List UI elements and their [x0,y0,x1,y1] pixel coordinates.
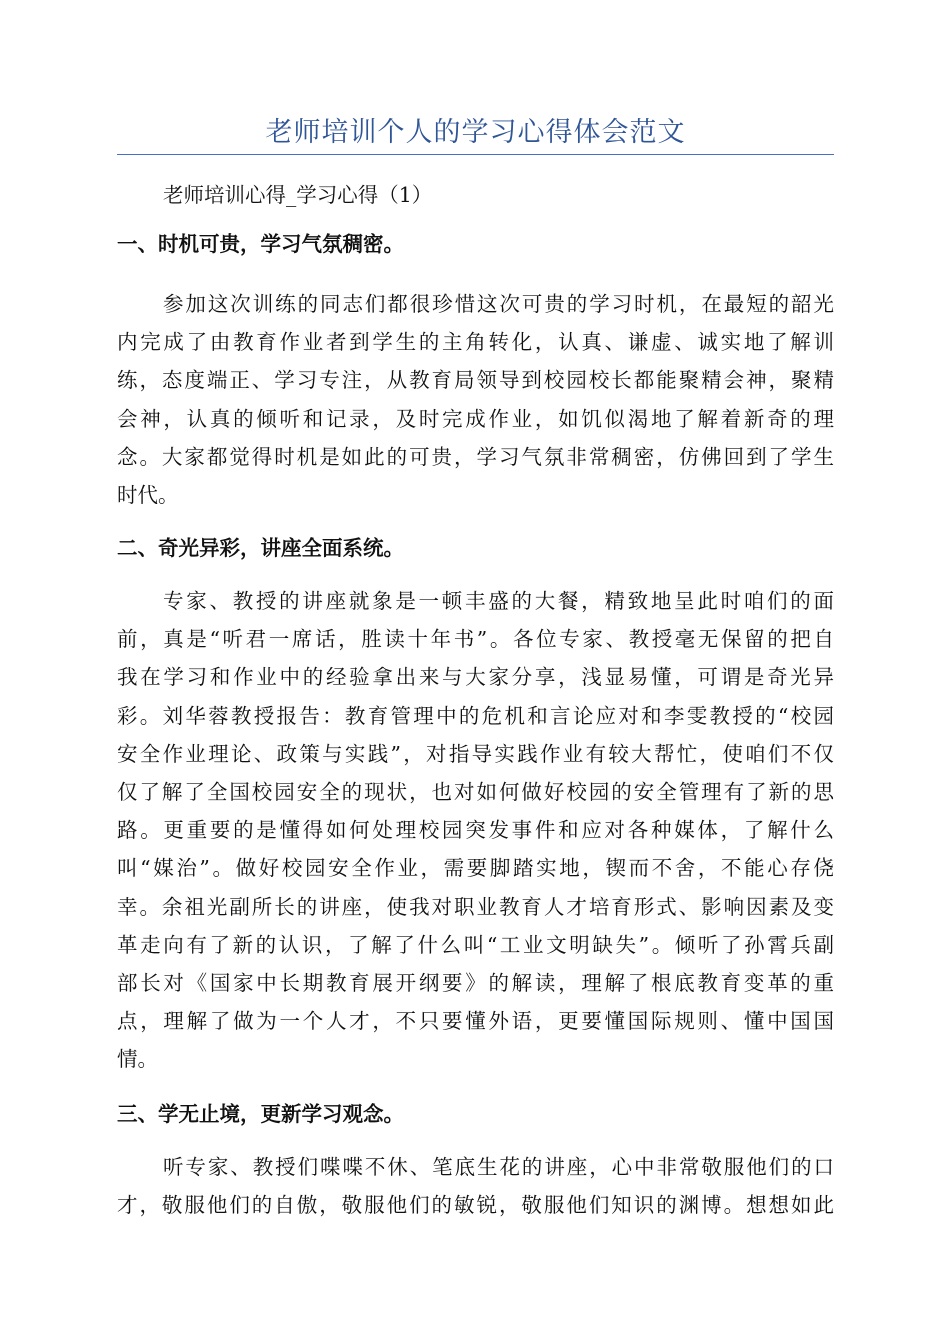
section-heading-2: 二、奇光异彩，讲座全面系统。 [117,536,404,560]
paragraph-line: 我在学习和作业中的经验拿出来与大家分享，浅显易懂，可谓是奇光异 [117,665,834,690]
paragraph-line: 情。 [117,1047,158,1072]
section-paragraph-1 [117,285,834,514]
paragraph-line: 时代。 [117,482,179,507]
paragraph-line: 前，真是“听君一席话，胜读十年书”。各位专家、教授毫无保留的把自 [117,627,834,652]
paragraph-line: 革走向有了新的认识，了解了什么叫“工业文明缺失”。倾听了孙霄兵副 [117,932,834,957]
paragraph-line: 才，敬服他们的自傲，敬服他们的敏锐，敬服他们知识的渊博。想想如此 [117,1193,834,1218]
paragraph-line: 安全作业理论、政策与实践”，对指导实践作业有较大帮忙，使咱们不仅 [117,741,834,766]
paragraph-line: 听专家、教授们喋喋不休、笔底生花的讲座，心中非常敬服他们的口 [163,1155,834,1179]
document-subtitle: 老师培训心得_学习心得（1） [163,183,433,207]
paragraph-line: 路。更重要的是懂得如何处理校园突发事件和应对各种媒体，了解什么 [117,818,834,843]
section-heading-1: 一、时机可贵，学习气氛稠密。 [117,232,404,256]
paragraph-line: 点，理解了做为一个人才，不只要懂外语，更要懂国际规则、懂中国国 [117,1009,834,1034]
paragraph-line: 专家、教授的讲座就象是一顿丰盛的大餐，精致地呈此时咱们的面 [163,589,834,613]
paragraph-line: 练，态度端正、学习专注，从教育局领导到校园校长都能聚精会神，聚精 [117,368,834,393]
paragraph-line: 会神，认真的倾听和记录，及时完成作业，如饥似渴地了解着新奇的理 [117,406,834,431]
paragraph-line: 幸。余祖光副所长的讲座，使我对职业教育人才培育形式、影响因素及变 [117,894,834,919]
section-paragraph-3 [117,1148,834,1224]
section-paragraph-2 [117,582,834,1078]
paragraph-line: 彩。刘华蓉教授报告：教育管理中的危机和言论应对和李雯教授的“校园 [117,703,834,728]
title-underline [117,154,834,155]
section-heading-3: 三、学无止境，更新学习观念。 [117,1102,404,1126]
paragraph-line: 内完成了由教育作业者到学生的主角转化，认真、谦虚、诚实地了解训 [117,330,834,355]
paragraph-line: 仅了解了全国校园安全的现状，也对如何做好校园的安全管理有了新的思 [117,779,834,804]
paragraph-line: 部长对《国家中长期教育展开纲要》的解读，理解了根底教育变革的重 [117,970,834,995]
paragraph-line: 叫“媒治”。做好校园安全作业，需要脚踏实地，锲而不舍，不能心存侥 [117,856,834,881]
paragraph-line: 念。大家都觉得时机是如此的可贵，学习气氛非常稠密，仿佛回到了学生 [117,444,834,469]
paragraph-line: 参加这次训练的同志们都很珍惜这次可贵的学习时机，在最短的韶光 [163,292,834,316]
document-title: 老师培训个人的学习心得体会范文 [265,117,686,148]
